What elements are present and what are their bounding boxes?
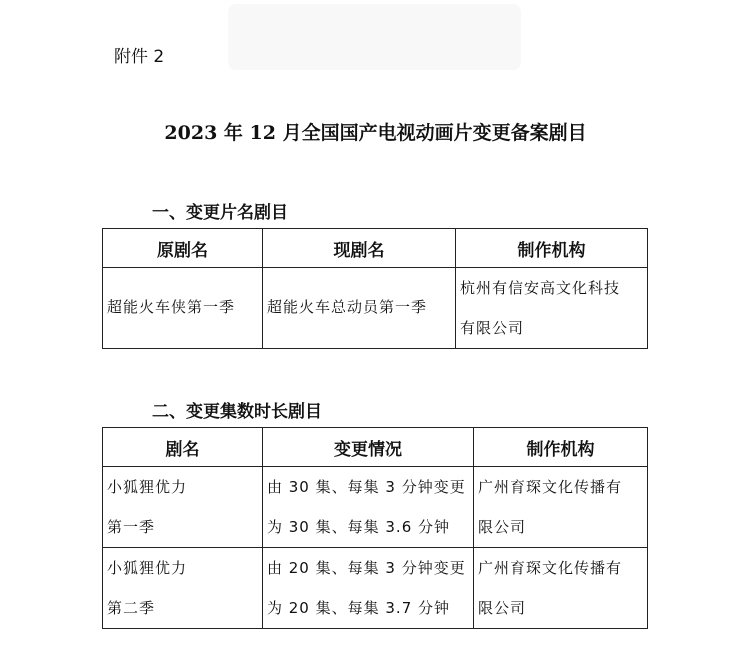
rename-table [102, 228, 648, 349]
column-header-name: 剧名 [103, 428, 263, 467]
change-cell [263, 467, 474, 548]
change-line: 由 20 集、每集 3 分钟变更 [267, 559, 466, 577]
name-line: 小狐狸优力 [107, 559, 188, 577]
producer-line: 限公司 [478, 599, 527, 617]
table-header-row [103, 428, 648, 467]
name-line: 小狐狸优力 [107, 478, 188, 496]
column-header-change: 变更情况 [263, 428, 474, 467]
column-header-producer: 制作机构 [474, 428, 648, 467]
document-title: 2023 年 12 月全国国产电视动画片变更备案剧目 [164, 122, 587, 144]
section2-heading: 二、变更集数时长剧目 [152, 402, 322, 422]
column-header-original-name: 原剧名 [103, 229, 263, 268]
name-cell [103, 548, 263, 629]
column-header-producer: 制作机构 [456, 229, 648, 268]
producer-line: 有限公司 [460, 319, 525, 337]
producer-line: 广州育琛文化传播有 [478, 478, 623, 496]
column-header-current-name: 现剧名 [263, 229, 456, 268]
table-row [103, 548, 648, 629]
name-cell [103, 467, 263, 548]
producer-cell [456, 268, 648, 349]
change-line: 由 30 集、每集 3 分钟变更 [267, 478, 466, 496]
current-name-cell: 超能火车总动员第一季 [263, 268, 456, 349]
table-header-row [103, 229, 648, 268]
change-line: 为 30 集、每集 3.6 分钟 [267, 518, 451, 536]
producer-line: 杭州有信安高文化科技 [460, 279, 621, 297]
name-line: 第二季 [107, 599, 156, 617]
section1-heading: 一、变更片名剧目 [152, 203, 288, 223]
change-line: 为 20 集、每集 3.7 分钟 [267, 599, 451, 617]
original-name-cell: 超能火车侠第一季 [103, 268, 263, 349]
change-cell [263, 548, 474, 629]
producer-cell [474, 467, 648, 548]
table-row [103, 467, 648, 548]
producer-line: 广州育琛文化传播有 [478, 559, 623, 577]
producer-line: 限公司 [478, 518, 527, 536]
name-line: 第一季 [107, 518, 156, 536]
episode-change-table [102, 427, 648, 629]
producer-cell [474, 548, 648, 629]
attachment-label: 附件 2 [114, 47, 165, 67]
watermark-overlay [228, 4, 521, 70]
table-row [103, 268, 648, 349]
